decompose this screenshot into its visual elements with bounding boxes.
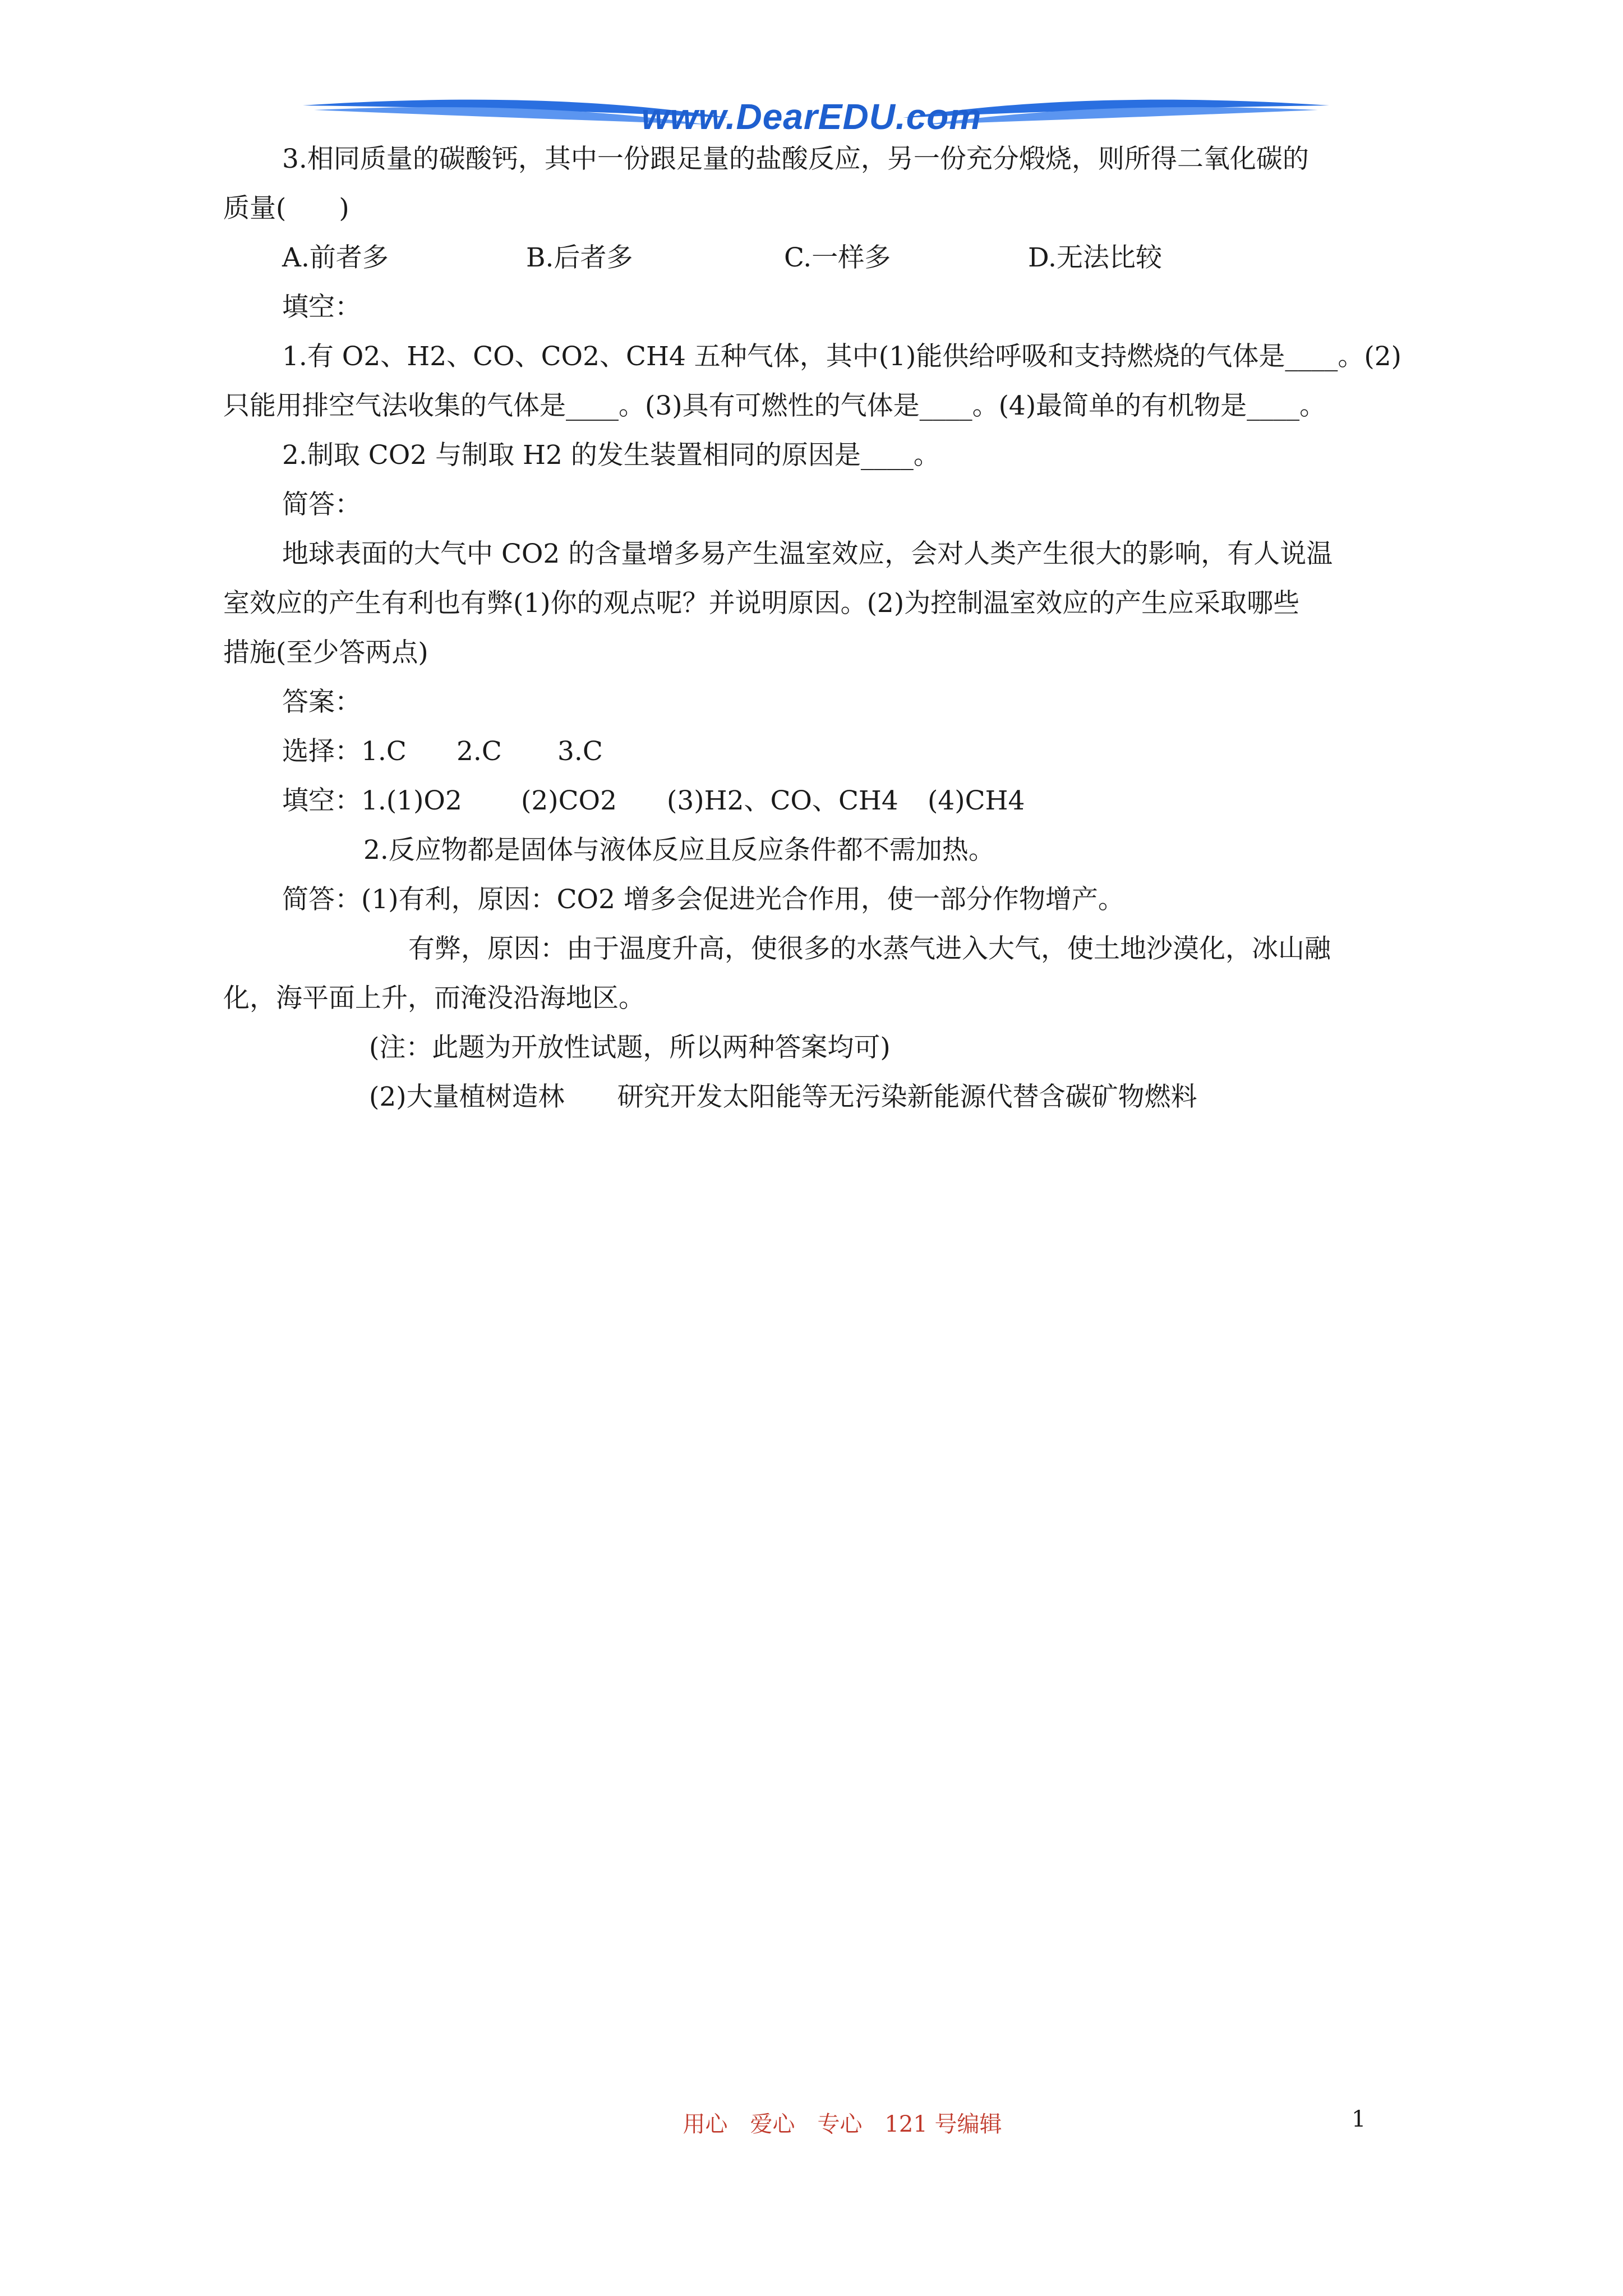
answer-choice-2: 2.C	[457, 736, 502, 767]
short-answer-line-1: 地球表面的大气中 CO2 的含量增多易产生温室效应，会对人类产生很大的影响，有人说温	[282, 539, 1333, 569]
answers-choice-label: 选择：	[282, 736, 361, 767]
answer-note: (注：此题为开放性试题，所以两种答案均可)	[369, 1032, 891, 1063]
short-answer-heading: 简答：	[282, 489, 361, 520]
question-3-options	[223, 233, 1418, 283]
fill-heading: 填空：	[282, 292, 361, 323]
document-body	[223, 135, 1418, 1122]
answer-fill-2: (2)CO2	[521, 785, 617, 816]
site-logo-text: www.DearEDU.com	[641, 96, 982, 137]
answers-fill-row	[223, 776, 1418, 826]
option-d: D.无法比较	[1028, 242, 1162, 273]
answers-fill-label: 填空：	[282, 785, 361, 816]
page-number: 1	[1352, 2106, 1366, 2132]
footer-editor-note: 用心 爱心 专心 121 号编辑	[683, 2111, 1002, 2137]
answer-choice-1: 1.C	[361, 736, 407, 767]
short-answer-line-2: 室效应的产生有利也有弊(1)你的观点呢？并说明原因。(2)为控制温室效应的产生应采取哪些	[223, 588, 1300, 619]
answer-fill-1: 1.(1)O2	[361, 785, 462, 816]
answer-fill-4: (4)CH4	[928, 785, 1025, 816]
answer-short-2-line-1: 有弊，原因：由于温度升高，使很多的水蒸气进入大气，使土地沙漠化，冰山融	[408, 933, 1331, 964]
fill-question-2: 2.制取 CO2 与制取 H2 的发生装置相同的原因是____。	[282, 440, 940, 471]
fill-question-1-line-2: 只能用排空气法收集的气体是____。(3)具有可燃性的气体是____。(4)最简单的有机物是____。	[223, 390, 1326, 421]
question-3-line-2: 质量( )	[223, 193, 349, 224]
option-c: C.一样多	[784, 242, 891, 273]
fill-question-1-line-1: 1.有 O2、H2、CO、CO2、CH4 五种气体，其中(1)能供给呼吸和支持燃烧的气体是____。(2)	[282, 341, 1401, 372]
short-answer-line-3: 措施(至少答两点)	[223, 637, 428, 668]
answer-choice-3: 3.C	[557, 736, 603, 767]
option-a: A.前者多	[282, 242, 389, 273]
answer-fill-3: (3)H2、CO、CH4	[667, 785, 898, 816]
question-3-line-1: 3.相同质量的碳酸钙，其中一份跟足量的盐酸反应，另一份充分煅烧，则所得二氧化碳的	[282, 144, 1309, 174]
answer-fill-question-2: 2.反应物都是固体与液体反应且反应条件都不需加热。	[363, 835, 995, 866]
answers-short-row	[223, 875, 1418, 924]
option-b: B.后者多	[526, 242, 633, 273]
answers-choice-row	[223, 727, 1418, 776]
answers-short-label: 简答：	[282, 884, 361, 915]
answer-short-2-line-2: 化，海平面上升，而淹没沿海地区。	[223, 983, 645, 1014]
answer-short-1: (1)有利，原因：CO2 增多会促进光合作用，使一部分作物增产。	[361, 884, 1124, 915]
answer-short-3: (2)大量植树造林 研究开发太阳能等无污染新能源代替含碳矿物燃料	[369, 1082, 1197, 1112]
answers-heading: 答案：	[282, 687, 361, 717]
